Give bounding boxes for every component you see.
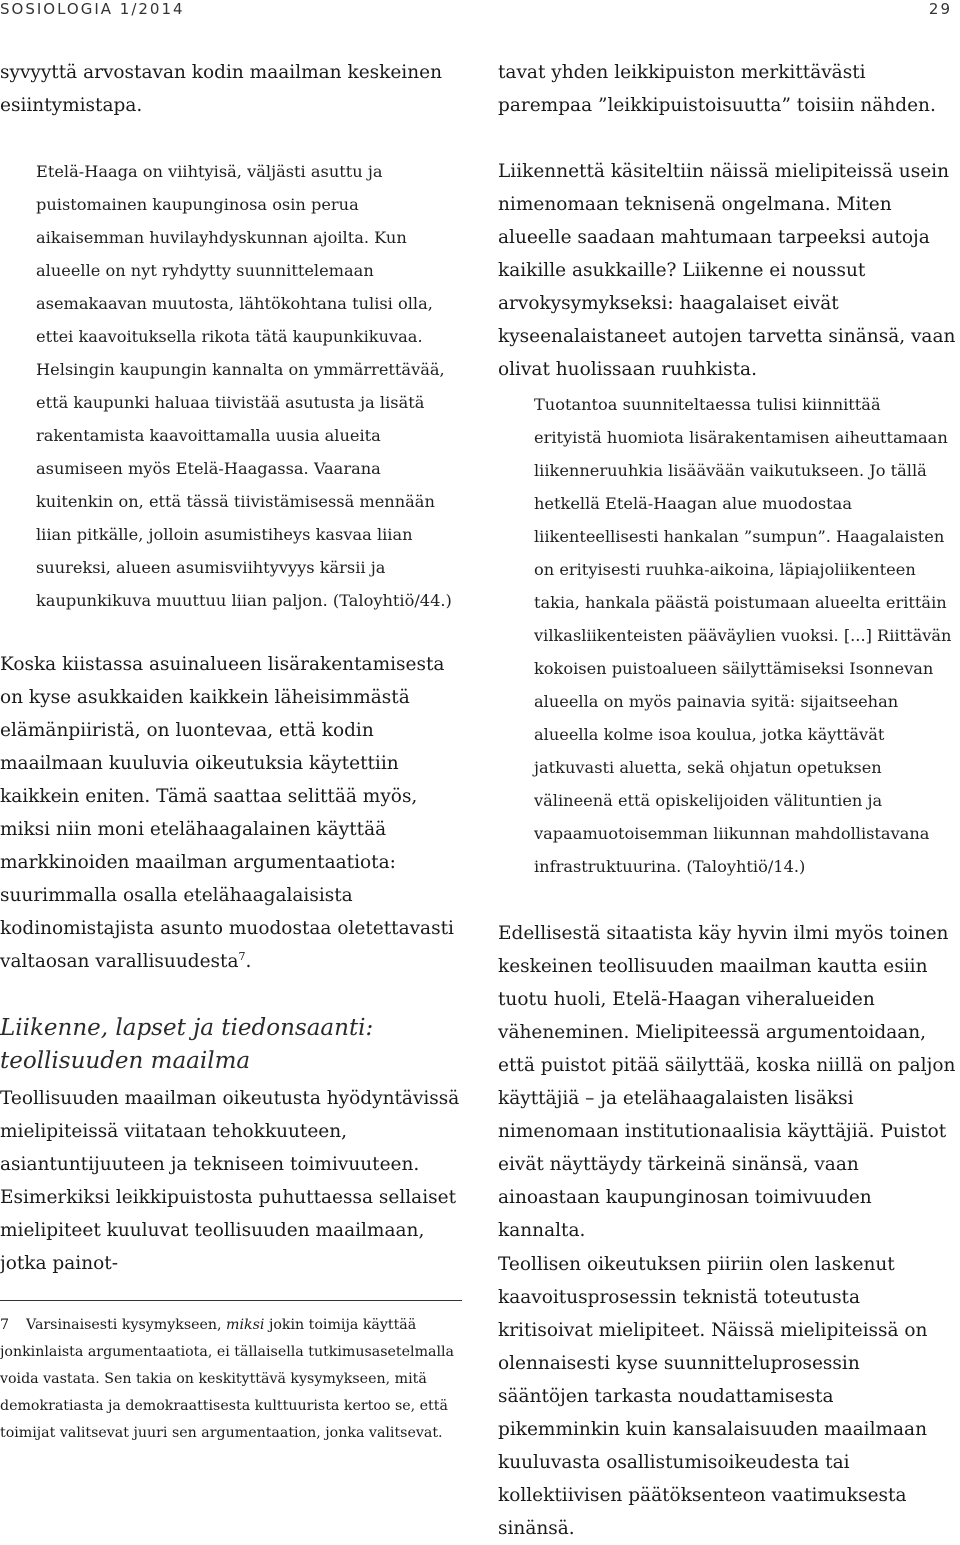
paragraph-end: . (245, 951, 252, 972)
footnote (0, 1312, 462, 1447)
footnote-emphasis: miksi (226, 1317, 265, 1333)
body-paragraph (0, 648, 462, 978)
body-paragraph: Edellisestä sitaatista käy hyvin ilmi myös toinen keskeinen teollisuuden maailman kautta esiin tuotu huoli, Etelä-Haagan viheralueiden väheneminen. Mielipiteessä argumentoidaan, että puistot pitää säilyttää, koska niillä on paljon käyttäjiä – ja etelähaagalaisten lisäksi nimenomaan institutionaalisia käyttäjiä. Puistot eivät näyttäydy tärkeinä sinänsä, vaan ainoastaan kaupunginosan toimivuuden kannalta. (498, 923, 956, 1241)
page-number: 29 (928, 0, 952, 18)
paragraph-continued: syvyyttä arvostavan kodin maailman keskeinen esiintymistapa. (0, 62, 442, 116)
journal-title: SOSIOLOGIA 1/2014 (0, 0, 185, 18)
section-heading-line-2: teollisuuden maailma (0, 1048, 251, 1074)
footnote-reference: 7 (238, 949, 246, 963)
footnote-text-end: jokin toimija käyttää jonkinlaista argumentaatiota, ei tällaisella tutkimusasetelmalla voida vastata. Sen takia on keskityttävä kysymykseen, mitä demokratiasta ja demokraattisesta kulttuurista kertoo se, että toimijat valitsevat juuri sen argumentaation, jonka valitsevat. (0, 1317, 455, 1441)
footnote-number: 7 (0, 1317, 10, 1333)
paragraph-text: Koska kiistassa asuinalueen lisärakentamisesta on kyse asukkaiden kaikkein läheisimmästä elämänpiiristä, on luontevaa, että kodin maailmaan kuuluvia oikeutuksia käytettiin kaikkein eniten. Tämä saattaa selittää myös, miksi niin moni etelähaagalainen käyttää markkinoiden maailman argumentaatiota: suurimmalla osalla etelähaagalaisista kodinomistajista asunto muodostaa oletettavasti valtaosan varallisuudesta (0, 654, 454, 972)
paragraph-continued: tavat yhden leikkipuiston merkittävästi parempaa ”leikkipuistoisuutta” toisiin nähden. (498, 62, 936, 116)
section-heading (0, 1012, 462, 1078)
running-header (0, 0, 960, 22)
block-quote: Etelä-Haaga on viihtyisä, väljästi asuttu ja puistomainen kaupunginosa osin perua aikaisemman huvilayhdyskunnan ajoilta. Kun alueelle on nyt ryhdytty suunnittelemaan asemakaavan muutosta, lähtökohtana tulisi olla, ettei kaavoituksella rikota tätä kaupunkikuvaa. Helsingin kaupungin kannalta on ymmärrettävää, että kaupunki haluaa tiivistää asutusta ja lisätä rakentamista kaavoittamalla uusia alueita asumiseen myös Etelä-Haagassa. Vaarana kuitenkin on, että tässä tiivistämisessä mennään liian pitkälle, jolloin asumistiheys kasvaa liian suureksi, alueen asumisviihtyvyys kärsii ja kaupunkikuva muuttuu liian paljon. (Taloyhtiö/44.) (36, 162, 452, 610)
section-heading-line-1: Liikenne, lapset ja tiedonsaanti: (0, 1015, 374, 1041)
body-paragraph: Teollisen oikeutuksen piiriin olen laskenut kaavoitusprosessin teknistä toteutusta kritisoivat mielipiteet. Näissä mielipiteissä on olennaisesti kyse suunnitteluprosessin sääntöjen tarkasta noudattamisesta pikemminkin kuin kansalaisuuden maailmaan kuuluvasta osallistumisoikeudesta tai kollektiivisen päätöksenteon vaatimuksesta sinänsä. (498, 1254, 928, 1539)
footnote-text-start: Varsinaisesti kysymykseen, (26, 1317, 227, 1333)
block-quote: Tuotantoa suunniteltaessa tulisi kiinnittää erityistä huomiota lisärakentamisen aiheuttamaan liikenneruuhkia lisäävään vaikutukseen. Jo tällä hetkellä Etelä-Haagan alue muodostaa liikenteellisesti hankalan ”sumpun”. Haagalaisten on erityisesti ruuhka-aikoina, läpiajoliikenteen takia, hankala päästä poistumaan alueelta erittäin vilkasliikenteisten pääväylien vuoksi. [...] Riittävän kokoisen puistoalueen säilyttämiseksi Isonnevan alueella on myös painavia syitä: sijaitseehan alueella kolme isoa koulua, jotka käyttävät jatkuvasti aluetta, sekä ohjatun opetuksen välineenä että opiskelijoiden välituntien ja vapaamuotoisemman liikunnan mahdollistavana infrastruktuurina. (Taloyhtiö/14.) (534, 395, 952, 876)
body-paragraph: Liikennettä käsiteltiin näissä mielipiteissä usein nimenomaan teknisenä ongelmana. Miten alueelle saadaan mahtumaan tarpeeksi autoja kaikille asukkaille? Liikenne ei noussut arvokysymykseksi: haagalaiset eivät kyseenalaistaneet autojen tarvetta sinänsä, vaan olivat huolissaan ruuhkista. (498, 161, 956, 380)
footnote-divider (0, 1300, 462, 1301)
body-paragraph: Teollisuuden maailman oikeutusta hyödyntävissä mielipiteissä viitataan tehokkuuteen, asiantuntijuuteen ja tekniseen toimivuuteen. Esimerkiksi leikkipuistosta puhuttaessa sellaiset mielipiteet kuuluvat teollisuuden maailmaan, jotka painot- (0, 1088, 460, 1274)
